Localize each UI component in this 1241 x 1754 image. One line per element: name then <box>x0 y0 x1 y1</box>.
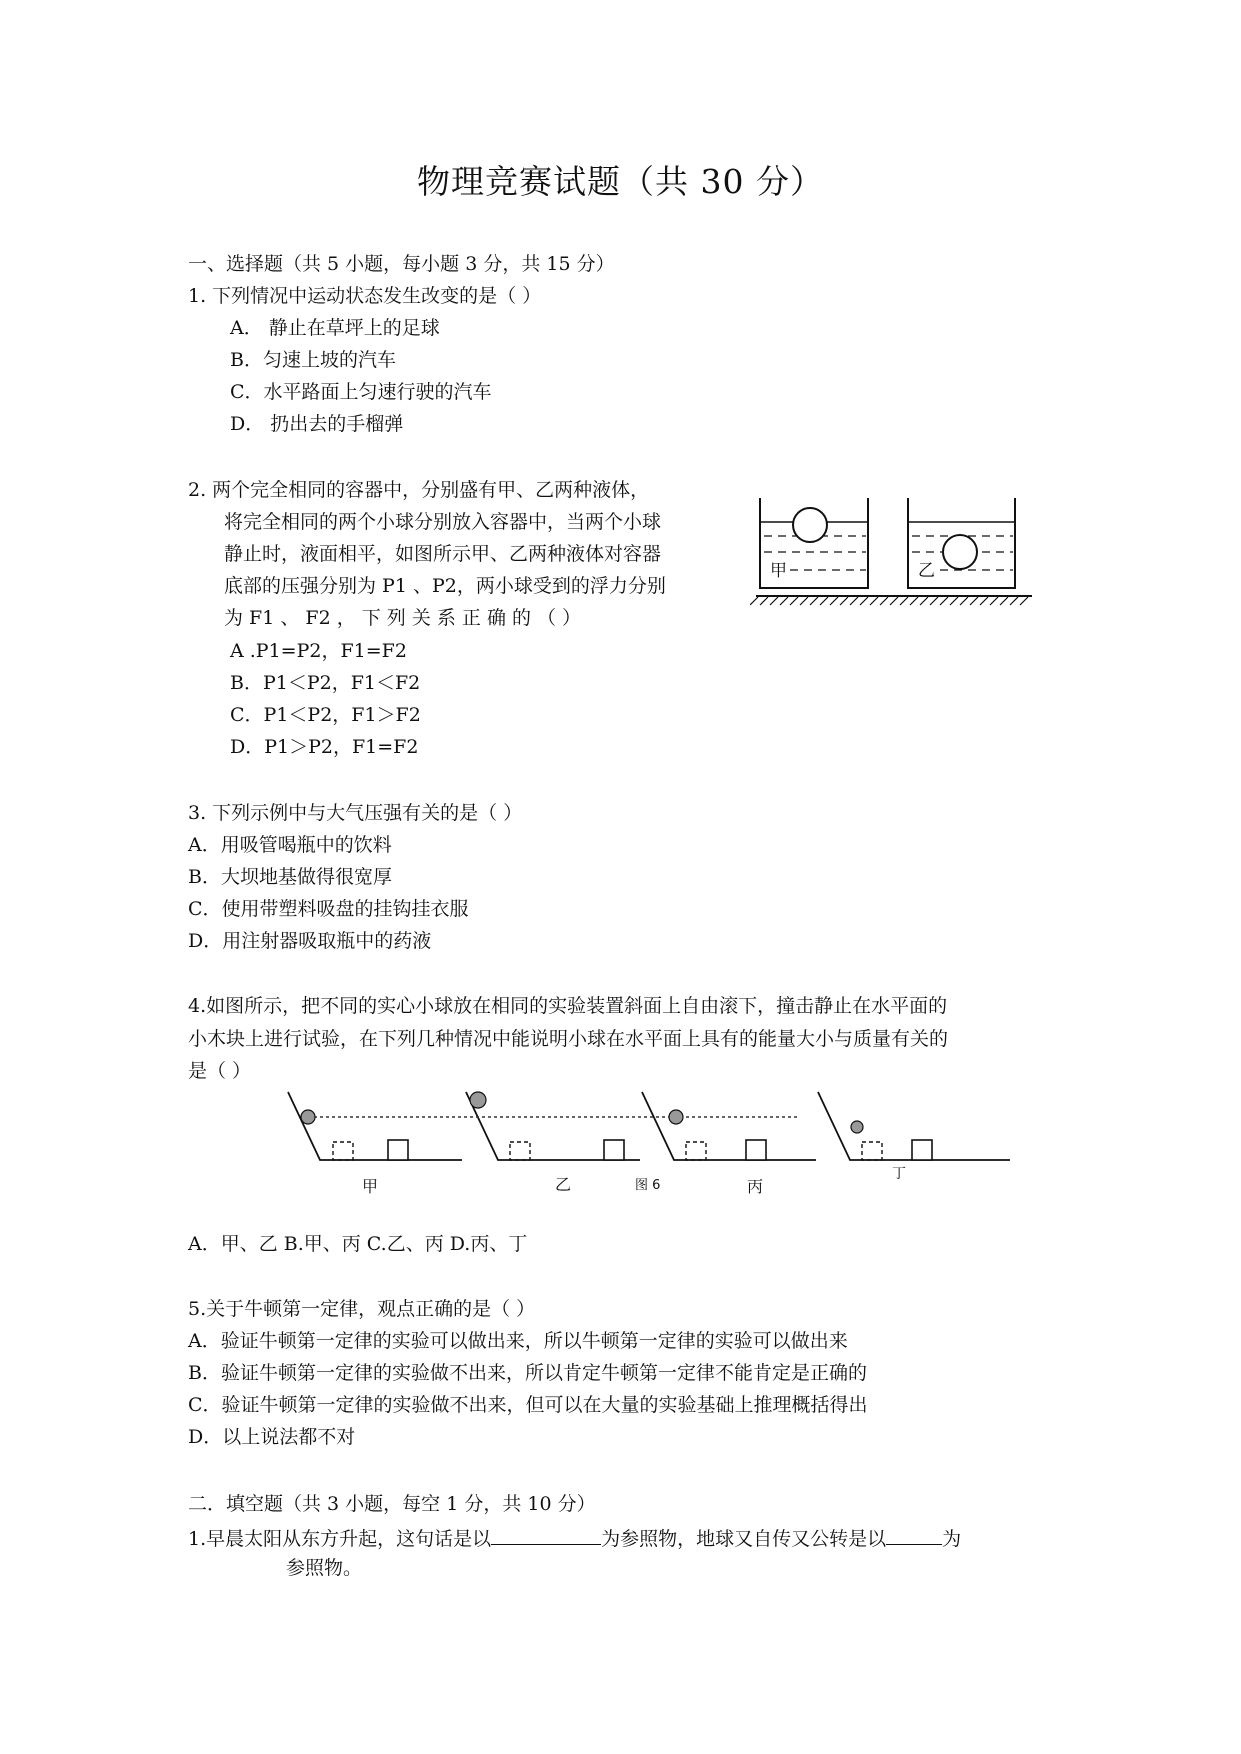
label-yi: 乙 <box>555 1175 572 1194</box>
figure-caption: 图 6 <box>635 1178 661 1193</box>
q2-stem-line-3: 静止时，液面相平，如图所示甲、乙两种液体对容器 <box>224 543 662 565</box>
ball-bing <box>669 1110 683 1124</box>
q2-containers-figure <box>750 490 1040 615</box>
q4-options: A．甲、乙 B.甲、丙 C.乙、丙 D.丙、丁 <box>188 1233 528 1255</box>
q2-option-b: B．P1＜P2，F1＜F2 <box>230 672 421 694</box>
q1-option-a: A． 静止在草坪上的足球 <box>230 317 440 339</box>
q4-stem-line-3: 是（ ） <box>188 1060 252 1082</box>
q1-option-d: D． 扔出去的手榴弹 <box>230 413 404 435</box>
q3-option-d: D．用注射器吸取瓶中的药液 <box>188 930 432 952</box>
fill-q1-text-1: 1.早晨太阳从东方升起，这句话是以 <box>188 1528 492 1550</box>
q3-option-c: C．使用带塑料吸盘的挂钩挂衣服 <box>188 898 469 920</box>
fill-blank-2[interactable] <box>886 1524 942 1545</box>
section-heading-choice: 一、选择题（共 5 小题，每小题 3 分，共 15 分） <box>188 253 615 275</box>
q1-stem: 1. 下列情况中运动状态发生改变的是（ ） <box>188 285 542 307</box>
q5-option-b: B．验证牛顿第一定律的实验做不出来，所以肯定牛顿第一定律不能肯定是正确的 <box>188 1362 867 1384</box>
q5-option-c: C．验证牛顿第一定律的实验做不出来，但可以在大量的实验基础上推理概括得出 <box>188 1394 868 1416</box>
q1-option-c: C．水平路面上匀速行驶的汽车 <box>230 381 492 403</box>
label-ding: 丁 <box>892 1166 906 1182</box>
q5-option-a: A．验证牛顿第一定律的实验可以做出来，所以牛顿第一定律的实验可以做出来 <box>188 1330 848 1352</box>
q2-stem-line-1: 2. 两个完全相同的容器中，分别盛有甲、乙两种液体， <box>188 479 650 501</box>
ball-yi <box>470 1092 486 1108</box>
fill-q1-line-1 <box>188 1524 961 1551</box>
page-title: 物理竞赛试题（共 30 分） <box>417 162 824 201</box>
q3-stem: 3. 下列示例中与大气压强有关的是（ ） <box>188 802 523 824</box>
q4-stem-line-2: 小木块上进行试验，在下列几种情况中能说明小球在水平面上具有的能量大小与质量有关的 <box>188 1028 949 1050</box>
q5-stem: 5.关于牛顿第一定律，观点正确的是（ ） <box>188 1298 536 1320</box>
q2-stem-line-2: 将完全相同的两个小球分别放入容器中，当两个小球 <box>224 511 662 533</box>
q2-stem-line-5: 为 F1 、 F2 ， 下 列 关 系 正 确 的 （ ） <box>224 607 582 629</box>
q2-option-c: C．P1＜P2，F1＞F2 <box>230 704 421 726</box>
ball-jia <box>301 1110 315 1124</box>
section-heading-fill-blank: 二．填空题（共 3 小题，每空 1 分，共 10 分） <box>188 1493 596 1515</box>
q2-stem-line-4: 底部的压强分别为 P1 、P2，两小球受到的浮力分别 <box>224 575 666 597</box>
block-bing <box>746 1140 766 1160</box>
ball-ding <box>851 1121 863 1133</box>
block-yi <box>604 1140 624 1160</box>
q1-option-b: B．匀速上坡的汽车 <box>230 349 396 371</box>
q2-option-d: D．P1＞P2，F1=F2 <box>230 736 419 758</box>
label-bing: 丙 <box>747 1177 764 1196</box>
ball-yi <box>943 535 977 569</box>
label-jia: 甲 <box>362 1177 379 1196</box>
block-jia <box>388 1140 408 1160</box>
q3-option-b: B．大坝地基做得很宽厚 <box>188 866 392 888</box>
fill-q1-text-2: 为参照物，地球又自传又公转是以 <box>601 1528 887 1550</box>
fill-q1-line-2: 参照物。 <box>286 1557 363 1579</box>
q4-incline-figure <box>280 1090 1020 1205</box>
q2-option-a: A .P1=P2，F1=F2 <box>230 640 407 662</box>
fill-q1-text-3: 为 <box>942 1528 962 1550</box>
incline-bing <box>642 1092 816 1160</box>
block-ding <box>912 1140 932 1160</box>
label-jia: 甲 <box>770 561 787 581</box>
incline-jia <box>288 1092 462 1160</box>
q3-option-a: A．用吸管喝瓶中的饮料 <box>188 834 392 856</box>
ball-jia <box>793 508 827 542</box>
label-yi: 乙 <box>918 561 935 581</box>
q5-option-d: D．以上说法都不对 <box>188 1426 356 1448</box>
q4-stem-line-1: 4.如图所示，把不同的实心小球放在相同的实验装置斜面上自由滚下，撞击静止在水平面的 <box>188 995 948 1017</box>
fill-blank-1[interactable] <box>491 1524 601 1545</box>
